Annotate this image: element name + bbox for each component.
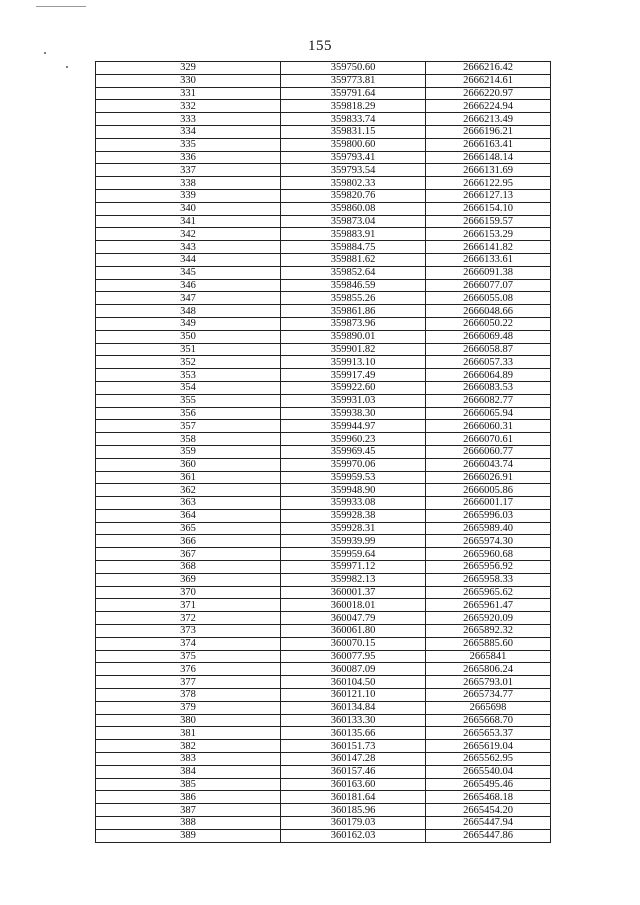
y-coordinate-cell: 2665447.86 bbox=[426, 829, 551, 842]
x-coordinate-cell: 359982.13 bbox=[281, 573, 426, 586]
y-coordinate-cell: 2665892.32 bbox=[426, 625, 551, 638]
y-coordinate-cell: 2666064.89 bbox=[426, 369, 551, 382]
table-row bbox=[96, 829, 551, 842]
point-number-cell: 383 bbox=[96, 753, 281, 766]
point-number-cell: 375 bbox=[96, 650, 281, 663]
point-number-cell: 386 bbox=[96, 791, 281, 804]
table-row bbox=[96, 189, 551, 202]
coordinate-table-body bbox=[96, 62, 551, 843]
table-row bbox=[96, 714, 551, 727]
point-number-cell: 357 bbox=[96, 420, 281, 433]
x-coordinate-cell: 359861.86 bbox=[281, 305, 426, 318]
point-number-cell: 385 bbox=[96, 778, 281, 791]
table-row bbox=[96, 599, 551, 612]
x-coordinate-cell: 359890.01 bbox=[281, 330, 426, 343]
table-row bbox=[96, 369, 551, 382]
x-coordinate-cell: 360134.84 bbox=[281, 701, 426, 714]
x-coordinate-cell: 359800.60 bbox=[281, 138, 426, 151]
x-coordinate-cell: 360157.46 bbox=[281, 765, 426, 778]
x-coordinate-cell: 359791.64 bbox=[281, 87, 426, 100]
table-row bbox=[96, 420, 551, 433]
x-coordinate-cell: 360133.30 bbox=[281, 714, 426, 727]
table-row bbox=[96, 100, 551, 113]
point-number-cell: 374 bbox=[96, 637, 281, 650]
y-coordinate-cell: 2665958.33 bbox=[426, 573, 551, 586]
x-coordinate-cell: 359948.90 bbox=[281, 484, 426, 497]
x-coordinate-cell: 360061.80 bbox=[281, 625, 426, 638]
y-coordinate-cell: 2666083.53 bbox=[426, 381, 551, 394]
table-row bbox=[96, 215, 551, 228]
point-number-cell: 341 bbox=[96, 215, 281, 228]
y-coordinate-cell: 2665698 bbox=[426, 701, 551, 714]
x-coordinate-cell: 360163.60 bbox=[281, 778, 426, 791]
y-coordinate-cell: 2666141.82 bbox=[426, 241, 551, 254]
x-coordinate-cell: 359846.59 bbox=[281, 279, 426, 292]
x-coordinate-cell: 359933.08 bbox=[281, 497, 426, 510]
table-row bbox=[96, 612, 551, 625]
table-row bbox=[96, 804, 551, 817]
y-coordinate-cell: 2666216.42 bbox=[426, 62, 551, 75]
scan-artifact-line bbox=[36, 6, 86, 7]
x-coordinate-cell: 359928.38 bbox=[281, 509, 426, 522]
y-coordinate-cell: 2666163.41 bbox=[426, 138, 551, 151]
x-coordinate-cell: 359969.45 bbox=[281, 445, 426, 458]
x-coordinate-cell: 359884.75 bbox=[281, 241, 426, 254]
point-number-cell: 354 bbox=[96, 381, 281, 394]
page-number: 155 bbox=[308, 38, 332, 54]
coordinate-table bbox=[95, 61, 551, 843]
table-row bbox=[96, 689, 551, 702]
table-row bbox=[96, 266, 551, 279]
x-coordinate-cell: 359960.23 bbox=[281, 433, 426, 446]
point-number-cell: 380 bbox=[96, 714, 281, 727]
y-coordinate-cell: 2666213.49 bbox=[426, 113, 551, 126]
x-coordinate-cell: 359831.15 bbox=[281, 125, 426, 138]
x-coordinate-cell: 359971.12 bbox=[281, 561, 426, 574]
y-coordinate-cell: 2666091.38 bbox=[426, 266, 551, 279]
y-coordinate-cell: 2665960.68 bbox=[426, 548, 551, 561]
x-coordinate-cell: 360162.03 bbox=[281, 829, 426, 842]
point-number-cell: 330 bbox=[96, 74, 281, 87]
point-number-cell: 332 bbox=[96, 100, 281, 113]
table-row bbox=[96, 177, 551, 190]
y-coordinate-cell: 2666131.69 bbox=[426, 164, 551, 177]
table-row bbox=[96, 586, 551, 599]
x-coordinate-cell: 360047.79 bbox=[281, 612, 426, 625]
y-coordinate-cell: 2666043.74 bbox=[426, 458, 551, 471]
table-row bbox=[96, 445, 551, 458]
point-number-cell: 377 bbox=[96, 676, 281, 689]
y-coordinate-cell: 2666133.61 bbox=[426, 253, 551, 266]
table-row bbox=[96, 394, 551, 407]
x-coordinate-cell: 359917.49 bbox=[281, 369, 426, 382]
x-coordinate-cell: 359750.60 bbox=[281, 62, 426, 75]
point-number-cell: 351 bbox=[96, 343, 281, 356]
table-row bbox=[96, 317, 551, 330]
point-number-cell: 356 bbox=[96, 407, 281, 420]
y-coordinate-cell: 2666122.95 bbox=[426, 177, 551, 190]
table-row bbox=[96, 356, 551, 369]
y-coordinate-cell: 2665841 bbox=[426, 650, 551, 663]
table-row bbox=[96, 778, 551, 791]
table-row bbox=[96, 330, 551, 343]
x-coordinate-cell: 360181.64 bbox=[281, 791, 426, 804]
x-coordinate-cell: 359931.03 bbox=[281, 394, 426, 407]
point-number-cell: 365 bbox=[96, 522, 281, 535]
y-coordinate-cell: 2666070.61 bbox=[426, 433, 551, 446]
table-row bbox=[96, 62, 551, 75]
x-coordinate-cell: 360151.73 bbox=[281, 740, 426, 753]
table-row bbox=[96, 113, 551, 126]
y-coordinate-cell: 2665668.70 bbox=[426, 714, 551, 727]
point-number-cell: 343 bbox=[96, 241, 281, 254]
point-number-cell: 359 bbox=[96, 445, 281, 458]
x-coordinate-cell: 360001.37 bbox=[281, 586, 426, 599]
x-coordinate-cell: 359860.08 bbox=[281, 202, 426, 215]
y-coordinate-cell: 2665956.92 bbox=[426, 561, 551, 574]
point-number-cell: 379 bbox=[96, 701, 281, 714]
table-row bbox=[96, 228, 551, 241]
point-number-cell: 372 bbox=[96, 612, 281, 625]
y-coordinate-cell: 2665989.40 bbox=[426, 522, 551, 535]
y-coordinate-cell: 2665965.62 bbox=[426, 586, 551, 599]
y-coordinate-cell: 2665961.47 bbox=[426, 599, 551, 612]
y-coordinate-cell: 2665447.94 bbox=[426, 817, 551, 830]
y-coordinate-cell: 2666069.48 bbox=[426, 330, 551, 343]
table-row bbox=[96, 625, 551, 638]
y-coordinate-cell: 2666127.13 bbox=[426, 189, 551, 202]
point-number-cell: 337 bbox=[96, 164, 281, 177]
x-coordinate-cell: 359901.82 bbox=[281, 343, 426, 356]
point-number-cell: 358 bbox=[96, 433, 281, 446]
point-number-cell: 361 bbox=[96, 471, 281, 484]
table-row bbox=[96, 407, 551, 420]
point-number-cell: 344 bbox=[96, 253, 281, 266]
y-coordinate-cell: 2666048.66 bbox=[426, 305, 551, 318]
point-number-cell: 371 bbox=[96, 599, 281, 612]
y-coordinate-cell: 2666058.87 bbox=[426, 343, 551, 356]
y-coordinate-cell: 2666196.21 bbox=[426, 125, 551, 138]
table-row bbox=[96, 509, 551, 522]
table-row bbox=[96, 676, 551, 689]
x-coordinate-cell: 359883.91 bbox=[281, 228, 426, 241]
point-number-cell: 336 bbox=[96, 151, 281, 164]
point-number-cell: 360 bbox=[96, 458, 281, 471]
table-row bbox=[96, 701, 551, 714]
y-coordinate-cell: 2665734.77 bbox=[426, 689, 551, 702]
point-number-cell: 381 bbox=[96, 727, 281, 740]
y-coordinate-cell: 2666050.22 bbox=[426, 317, 551, 330]
y-coordinate-cell: 2665974.30 bbox=[426, 535, 551, 548]
table-row bbox=[96, 253, 551, 266]
scan-speck bbox=[66, 66, 68, 68]
table-row bbox=[96, 497, 551, 510]
table-row bbox=[96, 125, 551, 138]
point-number-cell: 367 bbox=[96, 548, 281, 561]
x-coordinate-cell: 360135.66 bbox=[281, 727, 426, 740]
table-row bbox=[96, 202, 551, 215]
table-row bbox=[96, 650, 551, 663]
x-coordinate-cell: 359852.64 bbox=[281, 266, 426, 279]
y-coordinate-cell: 2666159.57 bbox=[426, 215, 551, 228]
table-row bbox=[96, 343, 551, 356]
point-number-cell: 335 bbox=[96, 138, 281, 151]
y-coordinate-cell: 2665454.20 bbox=[426, 804, 551, 817]
point-number-cell: 340 bbox=[96, 202, 281, 215]
y-coordinate-cell: 2666154.10 bbox=[426, 202, 551, 215]
table-row bbox=[96, 151, 551, 164]
y-coordinate-cell: 2665619.04 bbox=[426, 740, 551, 753]
point-number-cell: 362 bbox=[96, 484, 281, 497]
point-number-cell: 388 bbox=[96, 817, 281, 830]
table-row bbox=[96, 573, 551, 586]
y-coordinate-cell: 2665468.18 bbox=[426, 791, 551, 804]
table-row bbox=[96, 548, 551, 561]
point-number-cell: 376 bbox=[96, 663, 281, 676]
point-number-cell: 350 bbox=[96, 330, 281, 343]
x-coordinate-cell: 359970.06 bbox=[281, 458, 426, 471]
y-coordinate-cell: 2666055.08 bbox=[426, 292, 551, 305]
table-row bbox=[96, 458, 551, 471]
table-row bbox=[96, 471, 551, 484]
y-coordinate-cell: 2666082.77 bbox=[426, 394, 551, 407]
x-coordinate-cell: 359855.26 bbox=[281, 292, 426, 305]
point-number-cell: 347 bbox=[96, 292, 281, 305]
point-number-cell: 369 bbox=[96, 573, 281, 586]
y-coordinate-cell: 2665495.46 bbox=[426, 778, 551, 791]
table-row bbox=[96, 817, 551, 830]
point-number-cell: 366 bbox=[96, 535, 281, 548]
x-coordinate-cell: 360070.15 bbox=[281, 637, 426, 650]
x-coordinate-cell: 360179.03 bbox=[281, 817, 426, 830]
point-number-cell: 348 bbox=[96, 305, 281, 318]
table-row bbox=[96, 87, 551, 100]
point-number-cell: 329 bbox=[96, 62, 281, 75]
table-row bbox=[96, 727, 551, 740]
y-coordinate-cell: 2666060.77 bbox=[426, 445, 551, 458]
point-number-cell: 345 bbox=[96, 266, 281, 279]
x-coordinate-cell: 360087.09 bbox=[281, 663, 426, 676]
x-coordinate-cell: 359818.29 bbox=[281, 100, 426, 113]
point-number-cell: 353 bbox=[96, 369, 281, 382]
table-row bbox=[96, 241, 551, 254]
point-number-cell: 338 bbox=[96, 177, 281, 190]
y-coordinate-cell: 2665540.04 bbox=[426, 765, 551, 778]
y-coordinate-cell: 2666060.31 bbox=[426, 420, 551, 433]
y-coordinate-cell: 2666220.97 bbox=[426, 87, 551, 100]
table-row bbox=[96, 292, 551, 305]
y-coordinate-cell: 2665562.95 bbox=[426, 753, 551, 766]
x-coordinate-cell: 359944.97 bbox=[281, 420, 426, 433]
y-coordinate-cell: 2665996.03 bbox=[426, 509, 551, 522]
table-row bbox=[96, 484, 551, 497]
x-coordinate-cell: 360104.50 bbox=[281, 676, 426, 689]
y-coordinate-cell: 2665653.37 bbox=[426, 727, 551, 740]
table-row bbox=[96, 740, 551, 753]
point-number-cell: 352 bbox=[96, 356, 281, 369]
x-coordinate-cell: 360121.10 bbox=[281, 689, 426, 702]
x-coordinate-cell: 359922.60 bbox=[281, 381, 426, 394]
point-number-cell: 370 bbox=[96, 586, 281, 599]
x-coordinate-cell: 359873.96 bbox=[281, 317, 426, 330]
x-coordinate-cell: 359802.33 bbox=[281, 177, 426, 190]
point-number-cell: 346 bbox=[96, 279, 281, 292]
table-row bbox=[96, 164, 551, 177]
point-number-cell: 333 bbox=[96, 113, 281, 126]
table-row bbox=[96, 433, 551, 446]
point-number-cell: 355 bbox=[96, 394, 281, 407]
x-coordinate-cell: 360018.01 bbox=[281, 599, 426, 612]
y-coordinate-cell: 2665793.01 bbox=[426, 676, 551, 689]
point-number-cell: 368 bbox=[96, 561, 281, 574]
point-number-cell: 331 bbox=[96, 87, 281, 100]
table-row bbox=[96, 663, 551, 676]
table-row bbox=[96, 305, 551, 318]
y-coordinate-cell: 2666148.14 bbox=[426, 151, 551, 164]
table-row bbox=[96, 381, 551, 394]
x-coordinate-cell: 359833.74 bbox=[281, 113, 426, 126]
y-coordinate-cell: 2666005.86 bbox=[426, 484, 551, 497]
x-coordinate-cell: 359928.31 bbox=[281, 522, 426, 535]
point-number-cell: 389 bbox=[96, 829, 281, 842]
x-coordinate-cell: 359959.64 bbox=[281, 548, 426, 561]
point-number-cell: 364 bbox=[96, 509, 281, 522]
x-coordinate-cell: 359793.41 bbox=[281, 151, 426, 164]
table-row bbox=[96, 522, 551, 535]
x-coordinate-cell: 359773.81 bbox=[281, 74, 426, 87]
table-row bbox=[96, 561, 551, 574]
x-coordinate-cell: 359881.62 bbox=[281, 253, 426, 266]
x-coordinate-cell: 359820.76 bbox=[281, 189, 426, 202]
point-number-cell: 342 bbox=[96, 228, 281, 241]
y-coordinate-cell: 2665885.60 bbox=[426, 637, 551, 650]
table-row bbox=[96, 74, 551, 87]
point-number-cell: 334 bbox=[96, 125, 281, 138]
point-number-cell: 387 bbox=[96, 804, 281, 817]
y-coordinate-cell: 2666077.07 bbox=[426, 279, 551, 292]
y-coordinate-cell: 2666214.61 bbox=[426, 74, 551, 87]
x-coordinate-cell: 359793.54 bbox=[281, 164, 426, 177]
x-coordinate-cell: 359873.04 bbox=[281, 215, 426, 228]
point-number-cell: 363 bbox=[96, 497, 281, 510]
table-row bbox=[96, 138, 551, 151]
table-row bbox=[96, 765, 551, 778]
y-coordinate-cell: 2665920.09 bbox=[426, 612, 551, 625]
x-coordinate-cell: 359939.99 bbox=[281, 535, 426, 548]
table-row bbox=[96, 791, 551, 804]
y-coordinate-cell: 2666224.94 bbox=[426, 100, 551, 113]
point-number-cell: 378 bbox=[96, 689, 281, 702]
point-number-cell: 339 bbox=[96, 189, 281, 202]
x-coordinate-cell: 360077.95 bbox=[281, 650, 426, 663]
table-row bbox=[96, 753, 551, 766]
y-coordinate-cell: 2666065.94 bbox=[426, 407, 551, 420]
x-coordinate-cell: 359959.53 bbox=[281, 471, 426, 484]
table-row bbox=[96, 279, 551, 292]
x-coordinate-cell: 360185.96 bbox=[281, 804, 426, 817]
y-coordinate-cell: 2666001.17 bbox=[426, 497, 551, 510]
y-coordinate-cell: 2666153.29 bbox=[426, 228, 551, 241]
y-coordinate-cell: 2666057.33 bbox=[426, 356, 551, 369]
x-coordinate-cell: 359913.10 bbox=[281, 356, 426, 369]
table-row bbox=[96, 637, 551, 650]
y-coordinate-cell: 2665806.24 bbox=[426, 663, 551, 676]
table-row bbox=[96, 535, 551, 548]
point-number-cell: 373 bbox=[96, 625, 281, 638]
point-number-cell: 382 bbox=[96, 740, 281, 753]
point-number-cell: 384 bbox=[96, 765, 281, 778]
x-coordinate-cell: 359938.30 bbox=[281, 407, 426, 420]
point-number-cell: 349 bbox=[96, 317, 281, 330]
y-coordinate-cell: 2666026.91 bbox=[426, 471, 551, 484]
x-coordinate-cell: 360147.28 bbox=[281, 753, 426, 766]
